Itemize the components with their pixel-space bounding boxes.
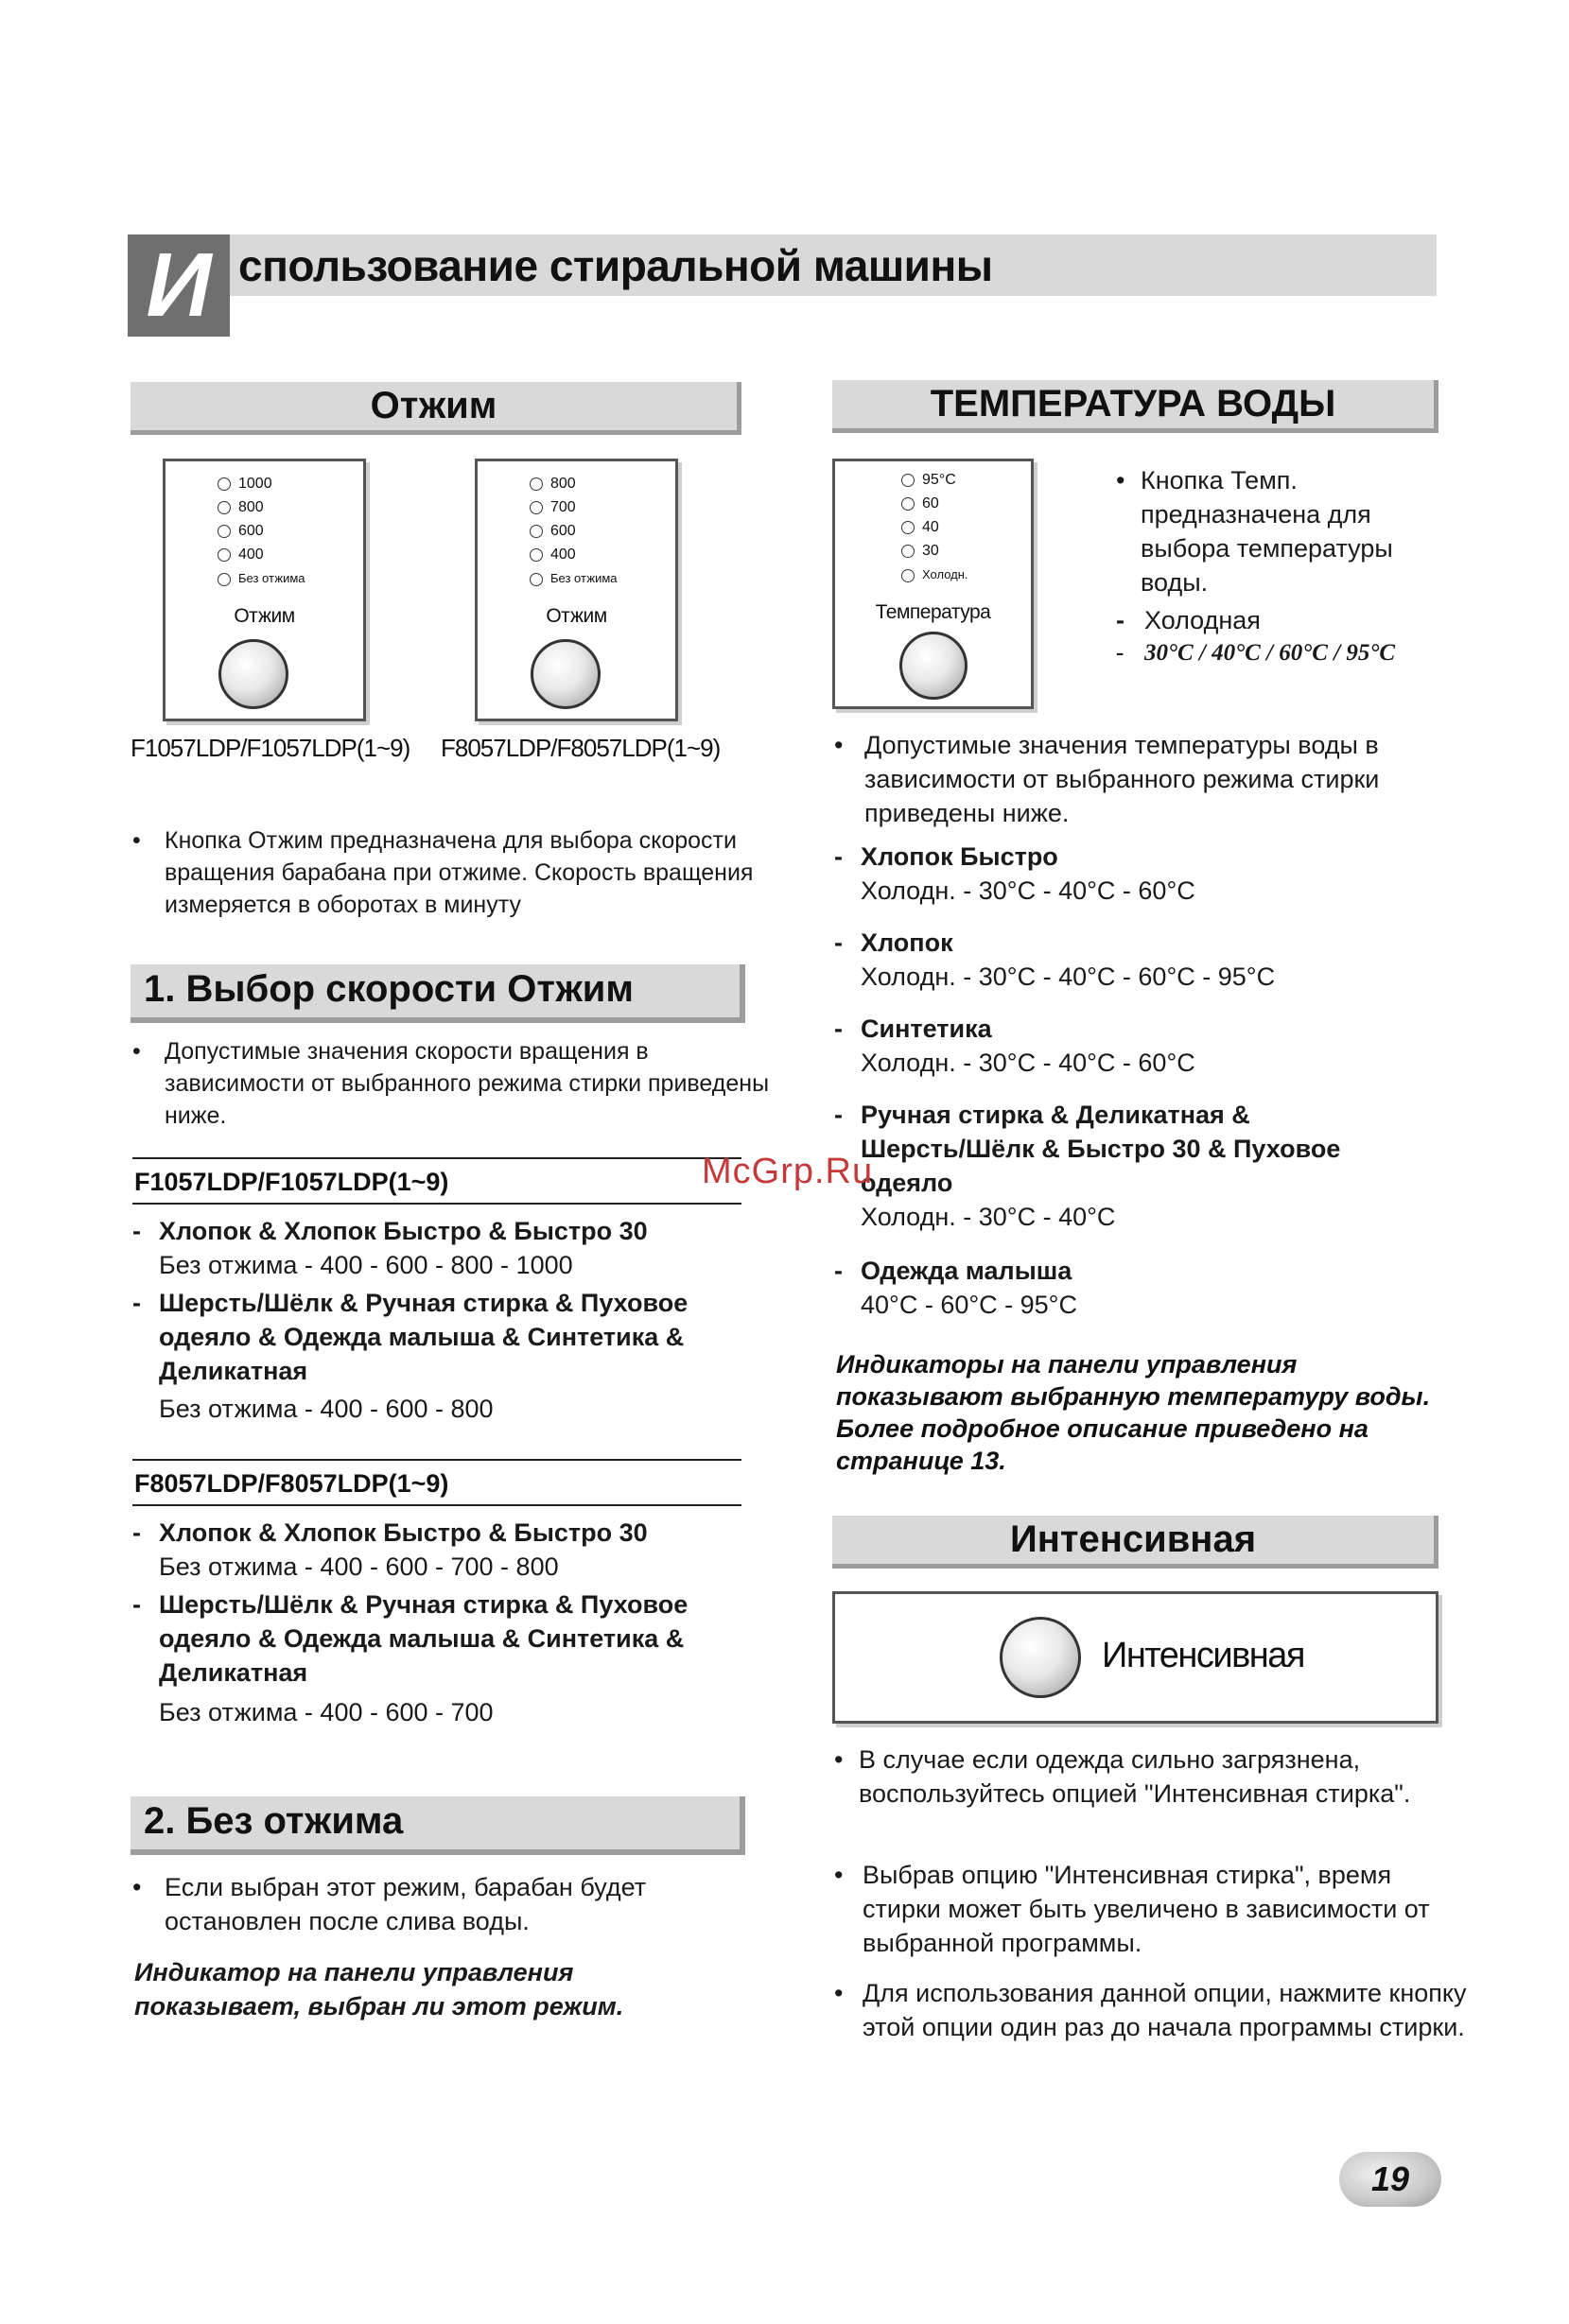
no-spin-subheader: 2. Без отжима — [131, 1796, 745, 1855]
led-indicator-icon — [530, 525, 543, 538]
spin-header-text: Отжим — [370, 385, 497, 426]
model-caption-f1057: F1057LDP/F1057LDP(1~9) — [131, 734, 410, 762]
model-b-item-2: - Шерсть/Шёлк & Ручная стирка & Пуховое одеяло & Одежда малыша & Синтетика & Деликатная Без отжима - 400 - 600 - 700 — [132, 1590, 689, 1726]
no-spin-note: Индикатор на панели управления показывает, выбран ли этот режим. — [134, 1958, 624, 2020]
spin-option-800[interactable]: 800 — [530, 475, 576, 494]
temp-option-40[interactable]: 40 — [901, 518, 939, 537]
intensive-panel — [832, 1591, 1438, 1724]
bullet-icon: • — [132, 1873, 142, 1901]
led-indicator-icon — [218, 548, 231, 562]
model-b-heading: F8057LDP/F8057LDP(1~9) — [134, 1469, 449, 1498]
temperature-knob-button[interactable] — [899, 632, 968, 700]
temperature-panel — [832, 459, 1034, 709]
spin-speed-description: • Допустимые значения скорости вращения в зависимости от выбранного режима стирки приведены ниже. — [132, 1035, 770, 1132]
divider — [132, 1203, 741, 1205]
spin-option-400[interactable]: 400 — [530, 546, 576, 564]
spin-option-400[interactable]: 400 — [218, 546, 264, 564]
temperature-item-handwash: - Ручная стирка & Деликатная & Шерсть/Шёлк & Быстро 30 & Пуховое одеяло Холодн. - 30°C - 40°C — [834, 1101, 1341, 1231]
bullet-icon: • — [834, 1861, 844, 1889]
temperature-button-description: • Кнопка Темп. предназначена для выбора температуры воды. — [1116, 463, 1462, 599]
bullet-icon: • — [834, 731, 844, 759]
intensive-bullet-1: • В случае если одежда сильно загрязнена, воспользуйтесь опцией "Интенсивная стирка". — [834, 1743, 1464, 1811]
watermark: McGrp.Ru — [702, 1152, 874, 1191]
spin-option-600[interactable]: 600 — [218, 522, 264, 541]
spin-panel-f1057 — [163, 459, 366, 721]
spin-knob-button[interactable] — [218, 639, 288, 709]
led-indicator-icon — [530, 573, 543, 586]
intensive-section-header — [832, 1516, 1438, 1569]
led-indicator-icon — [901, 569, 915, 582]
temperature-item-cotton: - Хлопок Холодн. - 30°C - 40°C - 60°C - 95°C — [834, 928, 1276, 991]
spin-option-1000[interactable]: 1000 — [218, 475, 272, 494]
bullet-icon: • — [132, 827, 141, 854]
spin-option-800[interactable]: 800 — [218, 498, 264, 517]
page-title-initial: И — [128, 234, 230, 337]
model-a-heading: F1057LDP/F1057LDP(1~9) — [134, 1168, 449, 1196]
spin-panel-f8057 — [475, 459, 678, 721]
no-spin-description: • Если выбран этот режим, барабан будет остановлен после слива воды. — [132, 1870, 770, 1938]
page-title: спользование стиральной машины — [238, 241, 993, 290]
led-indicator-icon — [901, 545, 915, 558]
spin-option-no-spin[interactable]: Без отжима — [530, 569, 618, 588]
temperature-values: - 30°C / 40°C / 60°C / 95°C — [1116, 640, 1396, 666]
divider — [132, 1459, 741, 1461]
bullet-icon: • — [834, 1979, 844, 2007]
intensive-header-text: Интенсивная — [1009, 1518, 1257, 1560]
spin-option-600[interactable]: 600 — [530, 522, 576, 541]
temperature-header-text: ТЕМПЕРАТУРА ВОДЫ — [930, 383, 1336, 425]
led-indicator-icon — [901, 474, 915, 487]
temperature-cold-option: - Холодная — [1116, 606, 1261, 634]
spin-speed-subheader: 1. Выбор скорости Отжим — [131, 964, 745, 1023]
bullet-icon: • — [1116, 466, 1125, 494]
spin-option-700[interactable]: 700 — [530, 498, 576, 517]
intensive-bullet-2: • Выбрав опцию "Интенсивная стирка", время стирки может быть увеличено в зависимости от выбранной программы. — [834, 1858, 1468, 1960]
model-a-item-1: - Хлопок & Хлопок Быстро & Быстро 30 Без отжима - 400 - 600 - 800 - 1000 — [132, 1217, 648, 1279]
divider — [132, 1504, 741, 1506]
temp-option-60[interactable]: 60 — [901, 494, 939, 513]
page-number-badge: 19 — [1339, 2152, 1441, 2207]
spin-knob-label: Отжим — [546, 605, 607, 627]
temperature-item-baby-care: - Одежда малыша 40°C - 60°C - 95°C — [834, 1257, 1077, 1319]
led-indicator-icon — [218, 573, 231, 586]
led-indicator-icon — [901, 497, 915, 511]
spin-option-no-spin[interactable]: Без отжима — [218, 569, 305, 588]
led-indicator-icon — [530, 548, 543, 562]
model-caption-f8057: F8057LDP/F8057LDP(1~9) — [441, 734, 721, 762]
temperature-section-header — [832, 380, 1438, 433]
led-indicator-icon — [218, 477, 231, 491]
temperature-item-synthetics: - Синтетика Холодн. - 30°C - 40°C - 60°C — [834, 1015, 1195, 1077]
intensive-bullet-3: • Для использования данной опции, нажмите кнопку этой опции один раз до начала программы стирки. — [834, 1976, 1468, 2044]
spin-section-header — [131, 382, 741, 435]
temperature-description: • Допустимые значения температуры воды в зависимости от выбранного режима стирки приведены ниже. — [834, 728, 1470, 830]
temp-option-cold[interactable]: Холодн. — [901, 565, 968, 584]
led-indicator-icon — [530, 477, 543, 491]
intensive-button[interactable] — [1000, 1617, 1081, 1698]
led-indicator-icon — [218, 501, 231, 514]
temperature-knob-label: Температура — [875, 601, 991, 623]
model-a-item-2: - Шерсть/Шёлк & Ручная стирка & Пуховое одеяло & Одежда малыша & Синтетика & Деликатная Без отжима - 400 - 600 - 800 — [132, 1289, 689, 1423]
temperature-note: Индикаторы на панели управления показывают выбранную температуру воды. Более подробное описание приведено на странице 13. — [836, 1350, 1431, 1475]
temperature-item-cotton-quick: - Хлопок Быстро Холодн. - 30°C - 40°C - 60°C — [834, 842, 1195, 905]
led-indicator-icon — [901, 521, 915, 534]
bullet-icon: • — [834, 1745, 844, 1774]
temp-option-30[interactable]: 30 — [901, 542, 939, 561]
intensive-button-label: Интенсивная — [1102, 1636, 1305, 1675]
bullet-icon: • — [132, 1038, 141, 1065]
model-b-item-1: - Хлопок & Хлопок Быстро & Быстро 30 Без отжима - 400 - 600 - 700 - 800 — [132, 1518, 648, 1581]
divider — [132, 1157, 741, 1159]
led-indicator-icon — [530, 501, 543, 514]
spin-knob-button[interactable] — [531, 639, 601, 709]
spin-description: • Кнопка Отжим предназначена для выбора скорости вращения барабана при отжиме. Скорость вращения измеряется в оборотах в минуту — [132, 824, 808, 921]
led-indicator-icon — [218, 525, 231, 538]
spin-knob-label: Отжим — [234, 605, 295, 627]
temp-option-95[interactable]: 95°C — [901, 471, 956, 490]
